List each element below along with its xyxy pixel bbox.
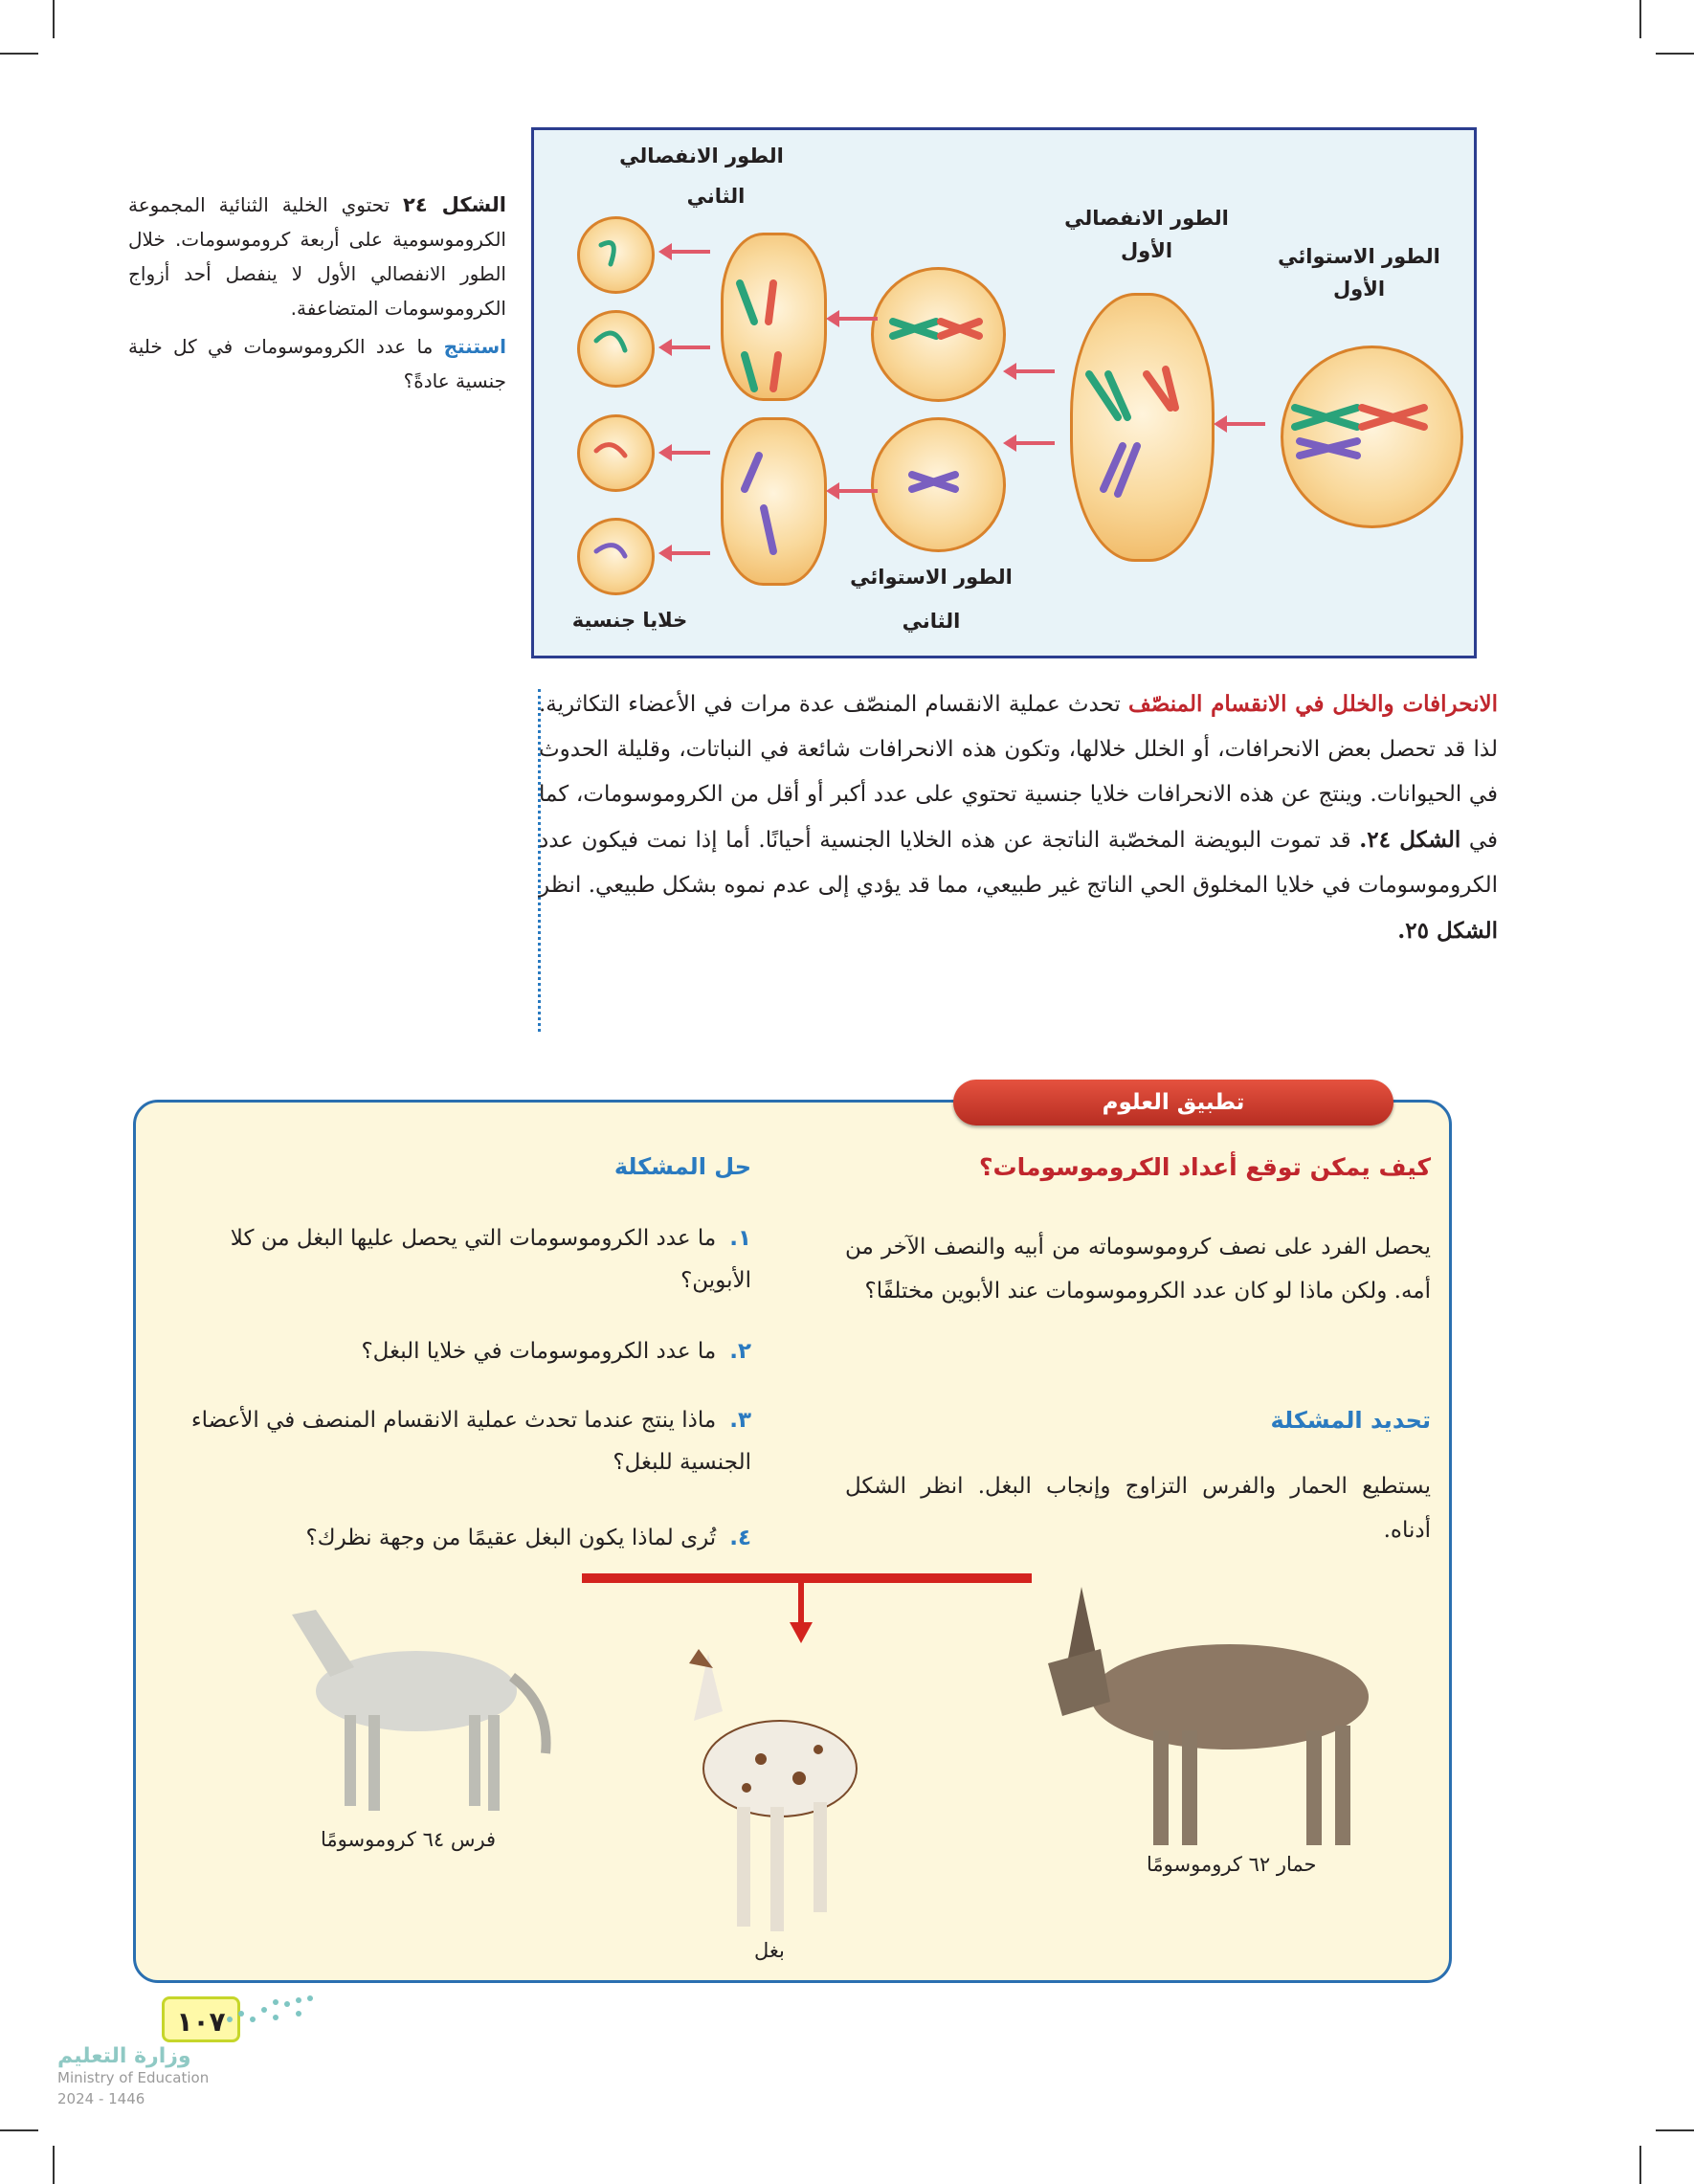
body-text-2: قد تموت البويضة المخصّبة الناتجة عن هذه الخلايا الجنسية أحيانًا. أما إذا نمت فيكون عدد الكروموسومات في خلايا المخلوق الحي الناتج غير طبيعي، مما قد يؤدي إلى عدم نموه بشكل طبيعي. انظر <box>539 828 1498 898</box>
body-paragraph <box>539 681 1498 954</box>
arrow <box>1013 441 1055 445</box>
identify-text: يستطيع الحمار والفرس التزاوج وإنجاب البغل. انظر الشكل أدناه. <box>845 1474 1431 1543</box>
science-intro: يحصل الفرد على نصف كروموسوماته من أبيه والنصف الآخر من أمه. ولكن ماذا لو كان عدد الكروموسومات عند الأبوين مختلفًا؟ <box>845 1235 1431 1304</box>
chromosomes-illustration <box>534 130 1474 656</box>
caption-label: الشكل ٢٤ <box>403 193 506 216</box>
label-metaphase2: الطور الاستوائي الثاني <box>850 566 1013 633</box>
mule-label: بغل <box>754 1939 785 1962</box>
arrow <box>1223 422 1265 426</box>
horse-illustration <box>273 1600 569 1839</box>
cross-line <box>582 1573 1032 1583</box>
crop-mark <box>0 2129 38 2131</box>
label-gametes: خلايا جنسية <box>571 609 688 632</box>
donkey-label: حمار ٦٢ كروموسومًا <box>1147 1853 1317 1876</box>
caption-text: تحتوي الخلية الثنائية المجموعة الكروموسومية على أربعة كروموسومات. خلال الطور الانفصالي الأول لا ينفصل أحد أزواج الكروموسومات المتضاعفة. <box>128 193 506 320</box>
mule-illustration <box>656 1635 914 1950</box>
arrow <box>836 489 878 493</box>
question-2 <box>158 1330 751 1372</box>
crop-mark <box>1656 53 1694 55</box>
question-number: ٤. <box>729 1526 751 1550</box>
crop-mark <box>53 0 55 38</box>
ministry-en: Ministry of Education <box>57 2069 210 2086</box>
question-1 <box>158 1217 751 1302</box>
infer-question: ما عدد الكروموسومات في كل خلية جنسية عادةً؟ <box>128 335 506 392</box>
question-text: ماذا ينتج عندما تحدث عملية الانقسام المنصف في الأعضاء الجنسية للبغل؟ <box>190 1408 751 1475</box>
label-anaphase1: الطور الانفصالي الأول <box>1064 207 1229 262</box>
infer-label: استنتج <box>443 335 507 358</box>
question-number: ١. <box>729 1226 751 1251</box>
solve-heading: حل المشكلة <box>613 1153 751 1180</box>
ministry-dots-logo <box>220 1991 316 2029</box>
identify-heading: تحديد المشكلة <box>1270 1407 1431 1434</box>
arrow <box>836 317 878 321</box>
horse-label: فرس ٦٤ كروموسومًا <box>321 1828 497 1851</box>
crop-mark <box>1639 2146 1641 2184</box>
label-prophase1: الطور الاستوائي الأول <box>1278 245 1440 301</box>
down-arrow <box>798 1579 804 1625</box>
ministry-logo-text <box>57 2046 249 2109</box>
figure-ref-25: الشكل ٢٥. <box>1397 918 1498 944</box>
science-title: كيف يمكن توقع أعداد الكروموسومات؟ <box>979 1153 1431 1181</box>
crop-mark <box>1639 0 1641 38</box>
crop-mark <box>53 2146 55 2184</box>
page-number: ١٠٧ <box>162 1996 240 2042</box>
crop-mark <box>1656 2129 1694 2131</box>
arrow <box>1013 369 1055 373</box>
arrow <box>668 551 710 555</box>
label-anaphase2: الطور الانفصالي الثاني <box>619 145 784 208</box>
ministry-year: 2024 - 1446 <box>57 2090 145 2107</box>
question-number: ٢. <box>729 1339 751 1364</box>
question-text: ما عدد الكروموسومات في خلايا البغل؟ <box>361 1339 717 1364</box>
science-tab: تطبيق العلوم <box>953 1080 1393 1125</box>
question-4 <box>158 1517 751 1559</box>
arrow <box>668 250 710 254</box>
question-text: تُرى لماذا يكون البغل عقيمًا من وجهة نظرك؟ <box>305 1526 717 1550</box>
arrow <box>668 345 710 349</box>
body-text-1: تحدث عملية الانقسام المنصّف عدة مرات في الأعضاء التكاثرية. لذا قد تحصل بعض الانحرافات، أو الخلل خلالها، وتكون هذه الانحرافات شائعة في النباتات، وقليلة الحدوث في الحيوانات. وينتج عن هذه الانحرافات خلايا جنسية تحتوي على عدد أكبر أو أقل من الكروموسومات، كما في <box>539 692 1499 853</box>
question-3 <box>158 1399 751 1483</box>
question-text: ما عدد الكروموسومات التي يحصل عليها البغل من كلا الأبوين؟ <box>230 1226 751 1293</box>
question-number: ٣. <box>729 1408 751 1433</box>
figure-caption <box>128 188 506 398</box>
section-heading: الانحرافات والخلل في الانقسام المنصّف <box>1127 691 1498 717</box>
donkey-illustration <box>1029 1568 1412 1864</box>
figure-ref-24: الشكل ٢٤. <box>1359 827 1461 853</box>
meiosis-figure <box>531 127 1477 658</box>
arrow <box>668 451 710 455</box>
crop-mark <box>0 53 38 55</box>
ministry-ar: وزارة التعليم <box>57 2044 191 2068</box>
